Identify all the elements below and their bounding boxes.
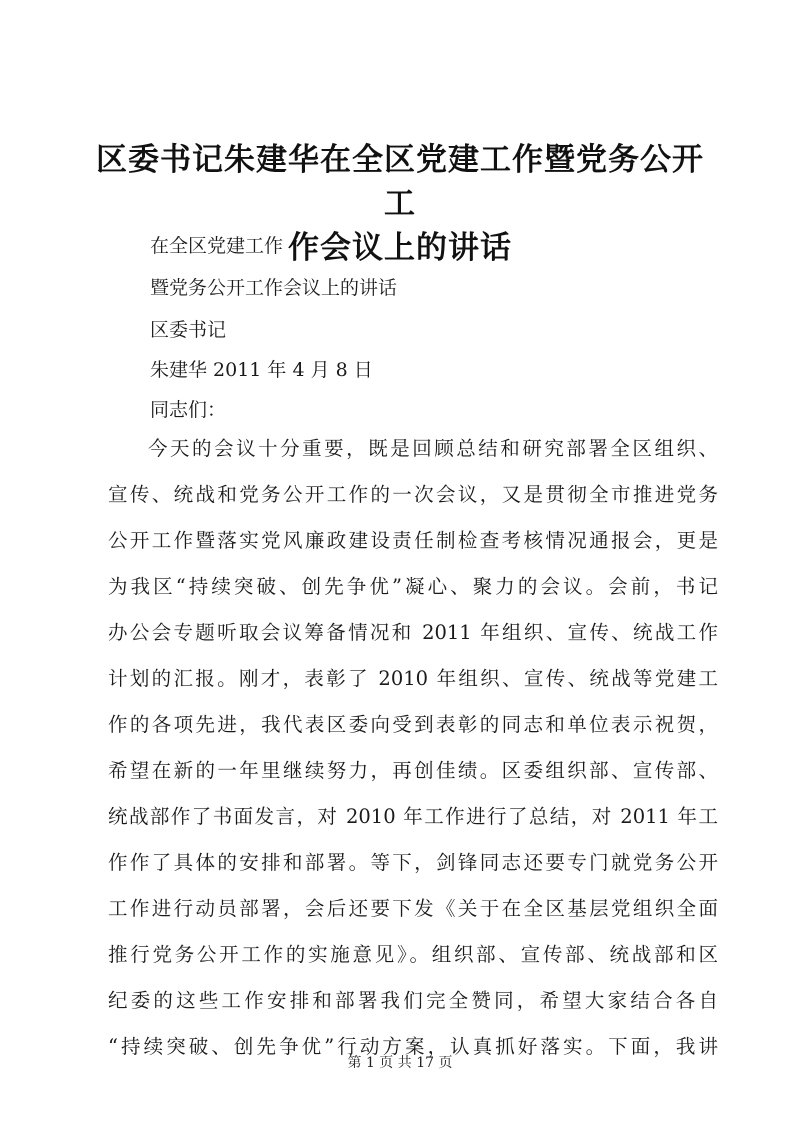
body-line: 统战部作了书面发言，对 2010 年工作进行了总结，对 2011 年工 <box>108 805 718 828</box>
body-line: 希望在新的一年里继续努力，再创佳绩。区委组织部、宣传部、 <box>108 759 718 782</box>
body-line: “持续突破、创先争优”行动方案，认真抓好落实。下面，我讲 <box>108 1035 718 1058</box>
meta-line-4: 朱建华 2011 年 4 月 8 日 <box>150 359 373 381</box>
salutation: 同志们： <box>150 399 227 421</box>
body-line: 今天的会议十分重要，既是回顾总结和研究部署全区组织、 <box>148 437 718 460</box>
body-line: 办公会专题听取会议筹备情况和 2011 年组织、宣传、统战工作 <box>108 621 718 644</box>
body-line: 为我区“持续突破、创先争优”凝心、聚力的会议。会前，书记 <box>108 575 718 598</box>
body-line: 纪委的这些工作安排和部署我们完全赞同，希望大家结合各自 <box>108 989 718 1012</box>
body-text <box>108 426 718 1070</box>
body-line: 公开工作暨落实党风廉政建设责任制检查考核情况通报会，更是 <box>108 529 718 552</box>
body-line: 工作进行动员部署，会后还要下发《关于在全区基层党组织全面 <box>108 897 718 920</box>
body-line: 作的各项先进，我代表区委向受到表彰的同志和单位表示祝贺， <box>108 713 718 736</box>
body-line: 作作了具体的安排和部署。等下，剑锋同志还要专门就党务公开 <box>108 851 718 874</box>
body-line: 计划的汇报。刚才，表彰了 2010 年组织、宣传、统战等党建工 <box>108 667 718 690</box>
body-line: 宣传、统战和党务公开工作的一次会议，又是贯彻全市推进党务 <box>108 483 718 506</box>
meta-line-3: 区委书记 <box>150 319 227 341</box>
body-line: 推行党务公开工作的实施意见》。组织部、宣传部、统战部和区 <box>108 943 718 966</box>
title-line-2: 作会议上的讲话 <box>288 230 512 266</box>
meta-line-2: 暨党务公开工作会议上的讲话 <box>150 277 398 299</box>
meta-line-1: 在全区党建工作 <box>150 235 284 257</box>
page-footer: 第 1 页 共 17 页 <box>347 1055 453 1071</box>
title-line-1: 区委书记朱建华在全区党建工作暨党务公开工 <box>96 142 704 222</box>
